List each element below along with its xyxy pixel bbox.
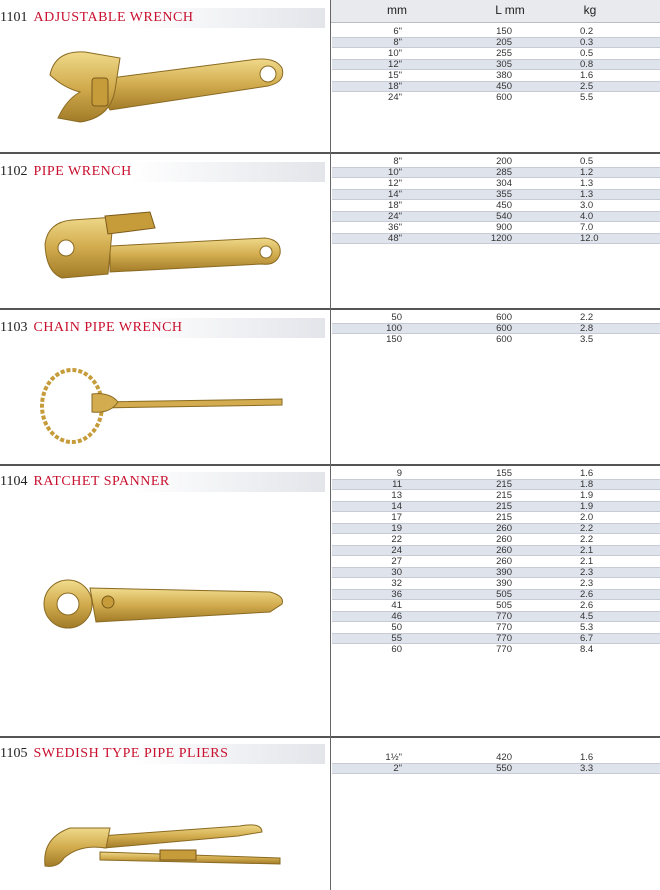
size-cell: 18" bbox=[388, 81, 402, 92]
length-cell: 215 bbox=[496, 512, 512, 523]
length-cell: 900 bbox=[496, 222, 512, 233]
size-cell: 9 bbox=[396, 468, 402, 479]
product-code: 1101 bbox=[0, 10, 28, 25]
weight-cell: 6.7 bbox=[580, 633, 594, 644]
size-cell: 60 bbox=[391, 644, 402, 655]
length-cell: 420 bbox=[496, 752, 512, 763]
weight-cell: 1.9 bbox=[580, 490, 594, 501]
weight-cell: 0.8 bbox=[580, 59, 594, 70]
table-row bbox=[332, 644, 660, 655]
table-row bbox=[332, 523, 660, 534]
size-cell: 150 bbox=[386, 334, 402, 345]
length-cell: 355 bbox=[496, 189, 512, 200]
weight-cell: 3.0 bbox=[580, 200, 594, 211]
header-mm: mm bbox=[387, 3, 407, 17]
table-row bbox=[332, 534, 660, 545]
size-cell: 14 bbox=[391, 501, 402, 512]
table-row bbox=[332, 323, 660, 334]
table-row bbox=[332, 233, 660, 244]
size-cell: 36" bbox=[388, 222, 402, 233]
length-cell: 200 bbox=[496, 156, 512, 167]
table-row bbox=[332, 312, 660, 323]
product-name: PIPE WRENCH bbox=[33, 164, 132, 179]
spec-table-1103 bbox=[332, 312, 660, 345]
weight-cell: 7.0 bbox=[580, 222, 594, 233]
length-cell: 260 bbox=[496, 523, 512, 534]
size-cell: 11 bbox=[392, 479, 402, 490]
length-cell: 600 bbox=[496, 323, 512, 334]
header-weight: kg bbox=[583, 3, 597, 17]
table-row bbox=[332, 589, 660, 600]
weight-cell: 2.5 bbox=[580, 81, 594, 92]
weight-cell: 2.1 bbox=[580, 545, 594, 556]
weight-cell: 2.6 bbox=[580, 589, 594, 600]
size-cell: 36 bbox=[391, 589, 402, 600]
spec-table-1101 bbox=[332, 26, 660, 103]
weight-cell: 2.0 bbox=[580, 512, 594, 523]
weight-cell: 1.9 bbox=[580, 501, 594, 512]
table-row bbox=[332, 222, 660, 233]
size-cell: 1½" bbox=[385, 752, 402, 763]
length-cell: 150 bbox=[496, 26, 512, 37]
size-cell: 32 bbox=[391, 578, 402, 589]
weight-cell: 2.2 bbox=[580, 534, 594, 545]
pipe-wrench-icon bbox=[0, 186, 330, 306]
size-cell: 2" bbox=[393, 763, 402, 774]
table-row bbox=[332, 37, 660, 48]
product-title bbox=[0, 472, 325, 492]
spec-table-1102 bbox=[332, 156, 660, 244]
length-cell: 600 bbox=[496, 334, 512, 345]
product-name: RATCHET SPANNER bbox=[33, 474, 170, 489]
product-title bbox=[0, 8, 325, 28]
weight-cell: 2.6 bbox=[580, 600, 594, 611]
size-cell: 22 bbox=[391, 534, 402, 545]
length-cell: 205 bbox=[496, 37, 512, 48]
product-title bbox=[0, 744, 325, 764]
weight-cell: 0.5 bbox=[580, 156, 594, 167]
length-cell: 390 bbox=[496, 567, 512, 578]
table-row bbox=[332, 48, 660, 59]
weight-cell: 5.5 bbox=[580, 92, 594, 103]
weight-cell: 3.3 bbox=[580, 763, 594, 774]
weight-cell: 12.0 bbox=[580, 233, 599, 244]
weight-cell: 1.3 bbox=[580, 178, 594, 189]
weight-cell: 1.8 bbox=[580, 479, 594, 490]
table-row bbox=[332, 545, 660, 556]
spec-table-1105 bbox=[332, 752, 660, 774]
spec-table-1104 bbox=[332, 468, 660, 655]
size-cell: 48" bbox=[388, 233, 402, 244]
size-cell: 15" bbox=[388, 70, 402, 81]
length-cell: 390 bbox=[496, 578, 512, 589]
size-cell: 27 bbox=[391, 556, 402, 567]
size-cell: 12" bbox=[388, 59, 402, 70]
length-cell: 600 bbox=[496, 92, 512, 103]
weight-cell: 4.5 bbox=[580, 611, 594, 622]
table-row bbox=[332, 578, 660, 589]
weight-cell: 2.3 bbox=[580, 578, 594, 589]
table-row bbox=[332, 178, 660, 189]
length-cell: 505 bbox=[496, 589, 512, 600]
swedish-pipe-pliers-icon bbox=[0, 788, 330, 888]
length-cell: 450 bbox=[496, 200, 512, 211]
table-row bbox=[332, 92, 660, 103]
size-cell: 100 bbox=[386, 323, 402, 334]
weight-cell: 0.2 bbox=[580, 26, 594, 37]
length-cell: 215 bbox=[496, 490, 512, 501]
weight-cell: 1.6 bbox=[580, 468, 594, 479]
table-row bbox=[332, 600, 660, 611]
weight-cell: 1.6 bbox=[580, 752, 594, 763]
length-cell: 260 bbox=[496, 534, 512, 545]
size-cell: 55 bbox=[391, 633, 402, 644]
length-cell: 540 bbox=[496, 211, 512, 222]
length-cell: 770 bbox=[496, 622, 512, 633]
size-cell: 8" bbox=[393, 37, 402, 48]
weight-cell: 4.0 bbox=[580, 211, 594, 222]
length-cell: 550 bbox=[496, 763, 512, 774]
table-row bbox=[332, 567, 660, 578]
table-row bbox=[332, 633, 660, 644]
weight-cell: 1.2 bbox=[580, 167, 594, 178]
product-name: ADJUSTABLE WRENCH bbox=[33, 10, 194, 25]
length-cell: 600 bbox=[496, 312, 512, 323]
table-row bbox=[332, 70, 660, 81]
product-code: 1102 bbox=[0, 164, 28, 179]
product-code: 1105 bbox=[0, 746, 28, 761]
weight-cell: 2.2 bbox=[580, 312, 594, 323]
length-cell: 770 bbox=[496, 611, 512, 622]
table-row bbox=[332, 59, 660, 70]
length-cell: 770 bbox=[496, 644, 512, 655]
table-row bbox=[332, 26, 660, 37]
weight-cell: 0.3 bbox=[580, 37, 594, 48]
size-cell: 50 bbox=[391, 312, 402, 323]
size-cell: 18" bbox=[388, 200, 402, 211]
weight-cell: 3.5 bbox=[580, 334, 594, 345]
size-cell: 10" bbox=[388, 167, 402, 178]
size-cell: 10" bbox=[388, 48, 402, 59]
length-cell: 260 bbox=[496, 545, 512, 556]
table-row bbox=[332, 490, 660, 501]
length-cell: 450 bbox=[496, 81, 512, 92]
header-length: L mm bbox=[495, 3, 525, 17]
weight-cell: 5.3 bbox=[580, 622, 594, 633]
table-row bbox=[332, 334, 660, 345]
length-cell: 770 bbox=[496, 633, 512, 644]
product-code: 1104 bbox=[0, 474, 28, 489]
size-cell: 24 bbox=[391, 545, 402, 556]
table-row bbox=[332, 752, 660, 763]
table-row bbox=[332, 167, 660, 178]
length-cell: 155 bbox=[496, 468, 512, 479]
weight-cell: 0.5 bbox=[580, 48, 594, 59]
weight-cell: 2.8 bbox=[580, 323, 594, 334]
product-code: 1103 bbox=[0, 320, 28, 335]
table-row bbox=[332, 501, 660, 512]
weight-cell: 8.4 bbox=[580, 644, 594, 655]
adjustable-wrench-icon bbox=[0, 30, 330, 150]
size-cell: 30 bbox=[391, 567, 402, 578]
product-name: CHAIN PIPE WRENCH bbox=[33, 320, 183, 335]
length-cell: 260 bbox=[496, 556, 512, 567]
product-name: SWEDISH TYPE PIPE PLIERS bbox=[33, 746, 229, 761]
product-title bbox=[0, 318, 325, 338]
size-cell: 24" bbox=[388, 92, 402, 103]
length-cell: 255 bbox=[496, 48, 512, 59]
length-cell: 305 bbox=[496, 59, 512, 70]
size-cell: 12" bbox=[388, 178, 402, 189]
table-row bbox=[332, 512, 660, 523]
table-row bbox=[332, 556, 660, 567]
table-row bbox=[332, 622, 660, 633]
weight-cell: 2.2 bbox=[580, 523, 594, 534]
size-cell: 17 bbox=[391, 512, 402, 523]
length-cell: 304 bbox=[496, 178, 512, 189]
table-row bbox=[332, 81, 660, 92]
size-cell: 8" bbox=[393, 156, 402, 167]
ratchet-spanner-icon bbox=[0, 552, 330, 672]
weight-cell: 1.3 bbox=[580, 189, 594, 200]
chain-pipe-wrench-icon bbox=[0, 344, 330, 464]
length-cell: 215 bbox=[496, 479, 512, 490]
size-cell: 13 bbox=[391, 490, 402, 501]
size-cell: 14" bbox=[388, 189, 402, 200]
weight-cell: 1.6 bbox=[580, 70, 594, 81]
table-row bbox=[332, 156, 660, 167]
weight-cell: 2.3 bbox=[580, 567, 594, 578]
table-row bbox=[332, 763, 660, 774]
size-cell: 41 bbox=[391, 600, 402, 611]
size-cell: 19 bbox=[391, 523, 402, 534]
length-cell: 505 bbox=[496, 600, 512, 611]
product-title bbox=[0, 162, 325, 182]
size-cell: 24" bbox=[388, 211, 402, 222]
size-cell: 6" bbox=[393, 26, 402, 37]
weight-cell: 2.1 bbox=[580, 556, 594, 567]
table-row bbox=[332, 611, 660, 622]
table-row bbox=[332, 189, 660, 200]
table-row bbox=[332, 468, 660, 479]
length-cell: 1200 bbox=[490, 233, 512, 244]
length-cell: 380 bbox=[496, 70, 512, 81]
length-cell: 215 bbox=[496, 501, 512, 512]
size-cell: 46 bbox=[391, 611, 402, 622]
table-row bbox=[332, 211, 660, 222]
length-cell: 285 bbox=[496, 167, 512, 178]
table-row bbox=[332, 479, 660, 490]
table-row bbox=[332, 200, 660, 211]
column-divider bbox=[330, 0, 331, 890]
size-cell: 50 bbox=[391, 622, 402, 633]
